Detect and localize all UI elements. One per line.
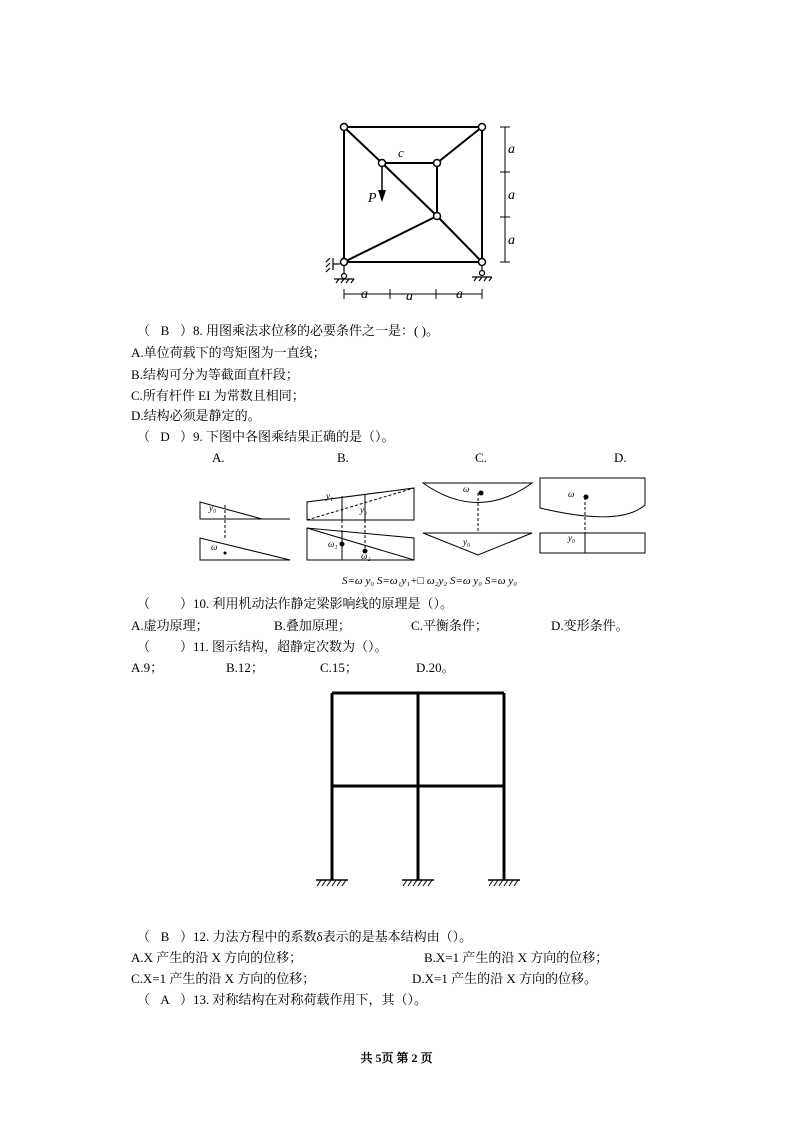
- q8-paren-close: ）: [180, 323, 194, 338]
- q10-paren-close: ）: [180, 596, 194, 611]
- q12-text: 12. 力法方程中的系数δ表示的是基本结构由（）。: [193, 929, 473, 944]
- dim-bottom-3: a: [456, 287, 463, 302]
- q13-text: 13. 对称结构在对称荷载作用下，其（）。: [193, 992, 428, 1007]
- q9-paren-open: （: [137, 429, 151, 444]
- q10-option-c: C.平衡条件；: [411, 618, 488, 633]
- q12-option-a: A.X 产生的沿 X 方向的位移；: [131, 950, 303, 965]
- q9-c-omega: ω: [463, 484, 470, 494]
- q9-b-omega2: ω₂: [361, 551, 371, 561]
- q12-paren-close: ）: [180, 929, 194, 944]
- label-P: P: [368, 191, 377, 206]
- dim-right-1: a: [508, 142, 515, 157]
- q10-text: 10. 利用机动法作静定梁影响线的原理是（）。: [193, 596, 454, 611]
- q12-option-b: B.X=1 产生的沿 X 方向的位移；: [424, 950, 609, 965]
- q10-paren-open: （: [137, 596, 151, 611]
- q9-b-y1: y₁: [326, 491, 334, 501]
- q11-text: 11. 图示结构，超静定次数为（）。: [193, 639, 388, 654]
- q11-paren-open: （: [137, 639, 151, 654]
- q9-label-a: A.: [212, 450, 225, 465]
- q13-stem: [137, 991, 427, 1009]
- q9-a-y0: y₀: [209, 503, 217, 513]
- q12-option-d: D.X=1 产生的沿 X 方向的位移。: [412, 971, 597, 986]
- q9-label-d: D.: [614, 450, 627, 465]
- label-c: c: [398, 145, 404, 160]
- q9-label-b: B.: [337, 450, 349, 465]
- q11-option-c: C.15；: [320, 660, 358, 675]
- q10-option-a: A.虚功原理；: [131, 618, 209, 633]
- dim-right-3: a: [508, 233, 515, 248]
- q9-d-omega: ω: [568, 489, 575, 499]
- dim-bottom-2: a: [406, 289, 413, 304]
- q9-formula: S=ω y₀ S=ω₁y₁+□ ω₂y₂ S=ω y₀ S=ω y₀: [342, 575, 518, 587]
- q10-option-b: B.叠加原理；: [274, 618, 351, 633]
- q9-a-omega: ω: [211, 542, 218, 552]
- q9-paren-close: ）: [180, 429, 194, 444]
- q13-paren-open: （: [137, 992, 151, 1007]
- q8-option-a: A.单位荷载下的弯矩图为一直线；: [131, 345, 326, 360]
- q13-answer: A: [160, 992, 170, 1007]
- dim-bottom-1: a: [361, 287, 368, 302]
- dim-right-2: a: [508, 188, 515, 203]
- q8-option-c: C.所有杆件 EI 为常数且相同；: [131, 388, 305, 403]
- q12-option-c: C.X=1 产生的沿 X 方向的位移；: [131, 971, 316, 986]
- q9-b-y2: y₂: [360, 505, 368, 515]
- page-footer: 共 5页 第 2 页: [360, 1051, 433, 1065]
- q8-answer: B: [160, 323, 170, 338]
- q11-option-a: A.9；: [131, 660, 164, 675]
- q8-paren-open: （: [137, 323, 151, 338]
- q9-label-c: C.: [475, 450, 487, 465]
- q12-paren-open: （: [137, 929, 151, 944]
- q9-b-omega1: ω₁: [328, 539, 338, 549]
- q9-answer: D: [160, 429, 170, 444]
- q12-answer: B: [160, 929, 170, 944]
- q11-option-b: B.12；: [226, 660, 264, 675]
- q9-c-y0: y₀: [463, 537, 471, 547]
- q8-option-b: B.结构可分为等截面直杆段；: [131, 367, 299, 382]
- q9-d-y0: y₀: [568, 533, 576, 543]
- q12-stem: [137, 928, 472, 946]
- q11-option-d: D.20。: [416, 660, 455, 675]
- q9-text: 9. 下图中各图乘结果正确的是（）。: [193, 429, 395, 444]
- q10-option-d: D.变形条件。: [551, 618, 629, 633]
- q13-paren-close: ）: [180, 992, 194, 1007]
- q8-text: 8. 用图乘法求位移的必要条件之一是：( )。: [193, 323, 439, 338]
- q8-option-d: D.结构必须是静定的。: [131, 408, 261, 423]
- q11-paren-close: ）: [180, 639, 194, 654]
